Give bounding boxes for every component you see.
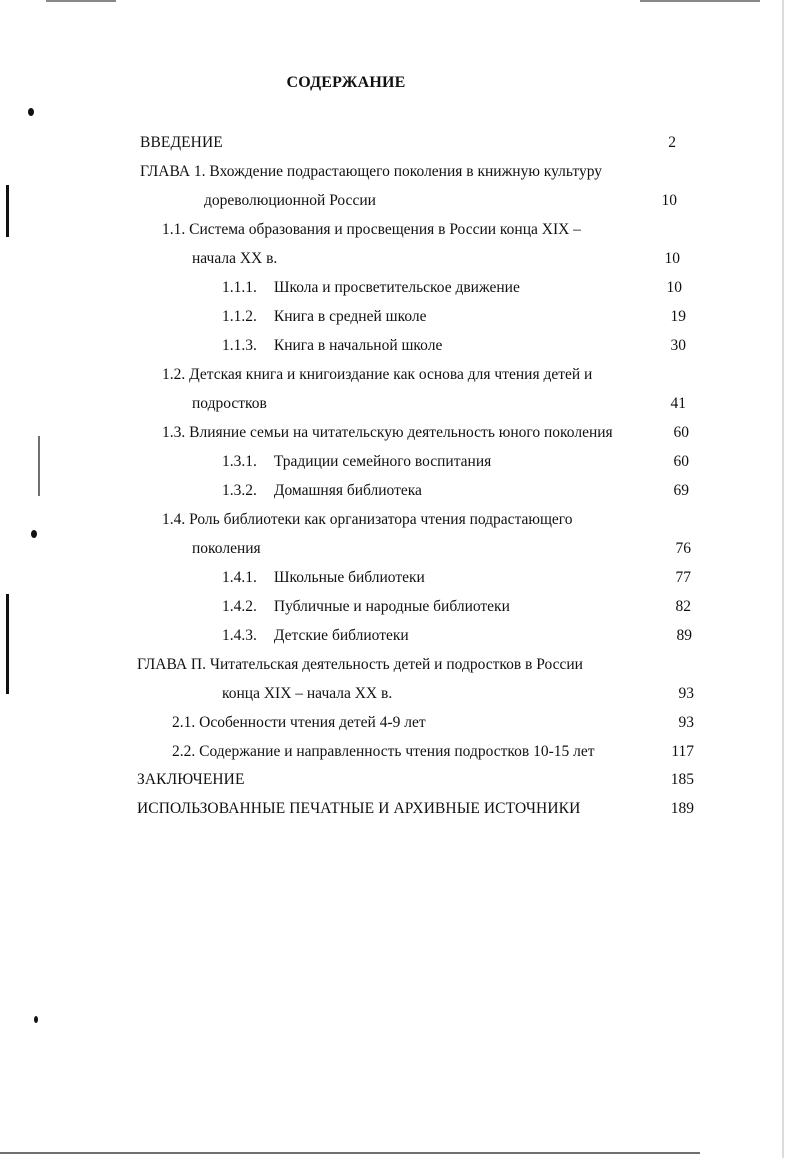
toc-entry-subsection-1-3-2 bbox=[222, 482, 422, 500]
toc-entry-number: 1.1. bbox=[162, 221, 186, 238]
toc-page-number: 41 bbox=[670, 395, 686, 412]
toc-entry-text: Школа и просветительское движение bbox=[273, 279, 520, 296]
toc-entry-number: 2.2. bbox=[172, 743, 196, 760]
toc-page-number: 19 bbox=[670, 308, 686, 325]
toc-entry-text: Книга в начальной школе bbox=[273, 337, 443, 354]
toc-entry-text: подростков bbox=[192, 395, 267, 412]
toc-entry-text: Книга в средней школе bbox=[273, 308, 427, 325]
toc-entry-section-1-2-cont bbox=[192, 395, 267, 413]
scan-edge-mark bbox=[6, 185, 9, 237]
toc-page-number: 10 bbox=[664, 250, 680, 267]
scan-top-border bbox=[640, 0, 760, 2]
toc-entry-chapter-1 bbox=[140, 163, 602, 181]
toc-entry-introduction bbox=[140, 134, 223, 152]
scan-speck bbox=[31, 530, 37, 538]
toc-entry-number: 1.4.2. bbox=[222, 598, 257, 615]
toc-entry-text: Традиции семейного воспитания bbox=[273, 453, 492, 470]
scan-edge-mark bbox=[6, 594, 9, 694]
scan-bottom-border bbox=[0, 1152, 700, 1154]
scan-right-edge bbox=[782, 0, 784, 1158]
toc-page-number: 77 bbox=[675, 569, 691, 586]
toc-entry-section-2-1 bbox=[172, 714, 426, 732]
toc-entry-text: конца XIX – начала XX в. bbox=[222, 685, 393, 702]
toc-entry-subsection-1-1-2 bbox=[222, 308, 426, 326]
toc-entry-number: 1.2. bbox=[162, 366, 186, 383]
toc-entry-text: Система образования и просвещения в России конца XIX – bbox=[189, 221, 581, 238]
toc-entry-text: дореволюционной России bbox=[204, 192, 376, 209]
toc-entry-chapter-2 bbox=[137, 656, 583, 674]
toc-entry-subsection-1-1-1 bbox=[222, 279, 520, 297]
toc-entry-number: 1.4.1. bbox=[222, 569, 257, 586]
toc-page-number: 2 bbox=[668, 134, 676, 151]
page-title: СОДЕРЖАНИЕ bbox=[286, 74, 406, 91]
toc-page-number: 60 bbox=[673, 453, 689, 470]
toc-page-number: 10 bbox=[661, 192, 677, 209]
toc-entry-subsection-1-4-3 bbox=[222, 627, 409, 645]
scan-speck bbox=[34, 1016, 38, 1023]
toc-entry-chapter-2-cont bbox=[222, 685, 392, 703]
scan-edge-mark bbox=[38, 436, 40, 496]
toc-entry-section-2-2 bbox=[172, 743, 595, 761]
toc-entry-text: Особенности чтения детей 4-9 лет bbox=[199, 714, 426, 731]
toc-entry-text: начала XX в. bbox=[192, 250, 278, 267]
toc-page-number: 93 bbox=[678, 685, 694, 702]
toc-page-number: 60 bbox=[673, 424, 689, 441]
toc-entry-number: 1.3.2. bbox=[222, 482, 257, 499]
toc-entry-section-1-2 bbox=[162, 366, 592, 384]
toc-entry-number: 1.1.1. bbox=[222, 279, 257, 296]
toc-page-number: 69 bbox=[673, 482, 689, 499]
toc-entry-number: 1.3.1. bbox=[222, 453, 257, 470]
scan-top-border bbox=[46, 0, 116, 2]
toc-entry-text: Домашняя библиотека bbox=[273, 482, 422, 499]
toc-entry-number: 1.3. bbox=[162, 424, 186, 441]
toc-entry-number: 1.4. bbox=[162, 511, 186, 528]
toc-page-number: 189 bbox=[670, 800, 694, 817]
toc-entry-text: ВВЕДЕНИЕ bbox=[140, 134, 223, 151]
toc-entry-chapter-1-cont bbox=[204, 192, 376, 210]
toc-entry-subsection-1-1-3 bbox=[222, 337, 442, 355]
toc-entry-text: Содержание и направленность чтения подростков 10-15 лет bbox=[199, 743, 595, 760]
toc-entry-section-1-1-cont bbox=[192, 250, 277, 268]
toc-entry-subsection-1-3-1 bbox=[222, 453, 491, 471]
toc-entry-text: ИСПОЛЬЗОВАННЫЕ ПЕЧАТНЫЕ И АРХИВНЫЕ ИСТОЧНИКИ bbox=[137, 800, 581, 817]
toc-page-number: 117 bbox=[671, 743, 694, 760]
toc-entry-section-1-3 bbox=[162, 424, 613, 442]
scan-speck bbox=[28, 108, 34, 116]
toc-entry-number: 1.4.3. bbox=[222, 627, 257, 644]
toc-entry-sources bbox=[137, 800, 580, 818]
toc-entry-number: 1.1.3. bbox=[222, 337, 257, 354]
toc-page-number: 93 bbox=[678, 714, 694, 731]
toc-entry-conclusion bbox=[137, 771, 245, 789]
toc-page-number: 185 bbox=[670, 771, 694, 788]
toc-entry-text: Детские библиотеки bbox=[273, 627, 409, 644]
toc-entry-text: поколения bbox=[192, 540, 261, 557]
toc-entry-section-1-4 bbox=[162, 511, 573, 529]
toc-entry-subsection-1-4-2 bbox=[222, 598, 510, 616]
toc-entry-number: 2.1. bbox=[172, 714, 196, 731]
toc-entry-section-1-1 bbox=[162, 221, 581, 239]
toc-page-number: 82 bbox=[675, 598, 691, 615]
toc-entry-text: ГЛАВА П. Читательская деятельность детей и подростков в России bbox=[137, 656, 583, 673]
toc-entry-text: Детская книга и книгоиздание как основа для чтения детей и bbox=[189, 366, 593, 383]
toc-page-number: 89 bbox=[676, 627, 692, 644]
toc-entry-subsection-1-4-1 bbox=[222, 569, 425, 587]
toc-entry-text: ЗАКЛЮЧЕНИЕ bbox=[137, 771, 245, 788]
toc-entry-text: Публичные и народные библиотеки bbox=[273, 598, 510, 615]
toc-entry-text: Роль библиотеки как организатора чтения подрастающего bbox=[189, 511, 573, 528]
toc-entry-section-1-4-cont bbox=[192, 540, 261, 558]
toc-entry-number: 1.1.2. bbox=[222, 308, 257, 325]
toc-entry-text: ГЛАВА 1. Вхождение подрастающего поколения в книжную культуру bbox=[140, 163, 603, 180]
toc-page-number: 76 bbox=[675, 540, 691, 557]
toc-page-number: 10 bbox=[666, 279, 682, 296]
toc-entry-text: Школьные библиотеки bbox=[273, 569, 425, 586]
toc-entry-text: Влияние семьи на читательскую деятельность юного поколения bbox=[189, 424, 613, 441]
toc-page-number: 30 bbox=[670, 337, 686, 354]
